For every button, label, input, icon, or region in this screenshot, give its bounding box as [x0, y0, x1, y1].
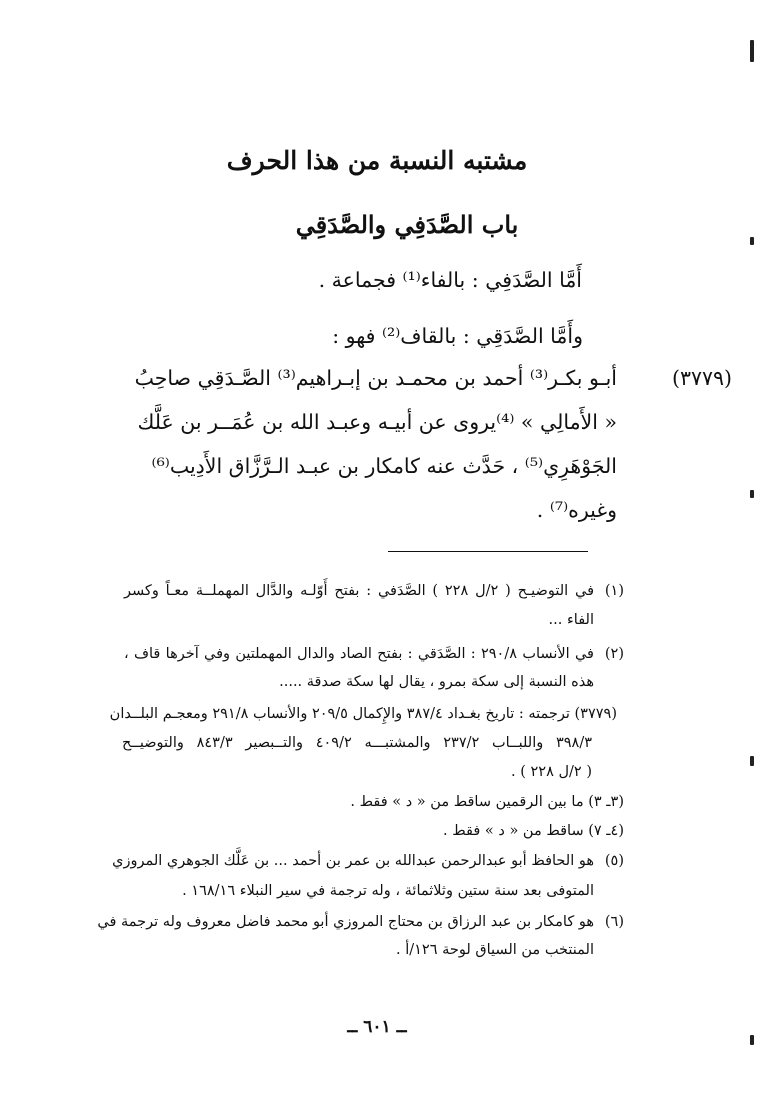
- footnote-number: (٥): [604, 853, 624, 869]
- section-title: باب الصَّدَفِي والصَّدَقِي: [295, 210, 519, 239]
- footnote-line: هو الحافظ أبو عبدالرحمن عبدالله بن عمر بن أحمد ... بن عَلَّك الجوهري المروزي: [112, 853, 594, 869]
- page-title: مشتبه النسبة من هذا الحرف: [226, 146, 528, 175]
- footnote-line: المنتخب من السياق لوحة ١٢٦/أ .: [395, 942, 594, 958]
- intro-line-sadaqi: وأَمَّا الصَّدَقِي : بالقاف⁽²⁾ فهو :: [332, 324, 583, 348]
- page-number: ــ ٦٠١ ــ: [347, 1017, 407, 1037]
- footnote-line: ٣٩٨/٣ واللبــاب ٢٣٧/٢ والمشتبـــه ٤٠٩/٢ والتــبصير ٨٤٣/٣ والتوضيــح: [122, 735, 592, 751]
- footnote-line: في الأنساب ٢٩٠/٨ : الصَّدَقي : بفتح الصاد والدال المهملتين وفي آخرها قاف ،: [124, 646, 594, 662]
- entry-number: (٣٧٧٩): [671, 366, 732, 390]
- entry-line: الجَوْهَرِي⁽⁵⁾ ، حَدَّث عنه كامكار بن عبـد الـرَّزَّاق الأَدِيب⁽⁶⁾: [151, 454, 617, 478]
- scan-edge-mark: [750, 756, 754, 766]
- footnote-line: المتوفى بعد سنة ستين وثلاثمائة ، وله ترجمة في سير النبلاء ١٦٨/١٦ .: [182, 883, 594, 899]
- footnote-line: هذه النسبة إلى سكة بمرو ، يقال لها سكة صدقة .....: [279, 674, 594, 690]
- footnote-line-with-number: [109, 706, 617, 722]
- footnote-number: (٦): [604, 914, 624, 930]
- scan-edge-mark: [750, 237, 754, 245]
- footnote-line: ( ٢/ل ٢٢٨ ) .: [511, 764, 592, 780]
- footnote-line: (٤ـ ٧) ساقط من « د » فقط .: [443, 823, 624, 839]
- intro-line-sadafi: أَمَّا الصَّدَفِي : بالفاء⁽¹⁾ فجماعة .: [318, 268, 582, 292]
- footnote-number: (٣٧٧٩): [574, 706, 617, 722]
- footnote-line: (٣ـ ٣) ما بين الرقمين ساقط من « د » فقط .: [350, 794, 624, 810]
- entry-line: « الأَمالِي » ⁽⁴⁾يروى عن أبيـه وعبـد الله بن عُمَــر بن عَلَّك: [137, 410, 617, 434]
- scan-edge-mark: [750, 40, 754, 62]
- entry-line: أبـو بكـر⁽³⁾ أحمد بن محمـد بن إبـراهيم⁽³⁾ الصَّـدَقِي صاحِبُ: [134, 366, 617, 390]
- scan-edge-mark: [750, 490, 754, 498]
- footnote-line: هو كامكار بن عبد الرزاق بن محتاج المروزي أبو محمد فاضل معروف وله ترجمة في: [97, 914, 594, 930]
- scan-edge-mark: [750, 1035, 754, 1045]
- footnote-line: ترجمته : تاريخ بغـداد ٣٨٧/٤ والإِكمال ٢٠٩/٥ والأنساب ٢٩١/٨ ومعجـم البلــدان: [109, 706, 570, 722]
- footnote-number: (٢): [604, 646, 624, 662]
- footnote-line: الفاء ...: [548, 612, 594, 628]
- footnote-line: في التوضيـح ( ٢/ل ٢٢٨ ) الصَّدَفي : بفتح أَوّلـه والدَّال المهملــة معـاً وكسر: [124, 583, 594, 599]
- entry-line: وغيره⁽⁷⁾ .: [536, 498, 617, 522]
- footnote-number: (١): [604, 583, 624, 599]
